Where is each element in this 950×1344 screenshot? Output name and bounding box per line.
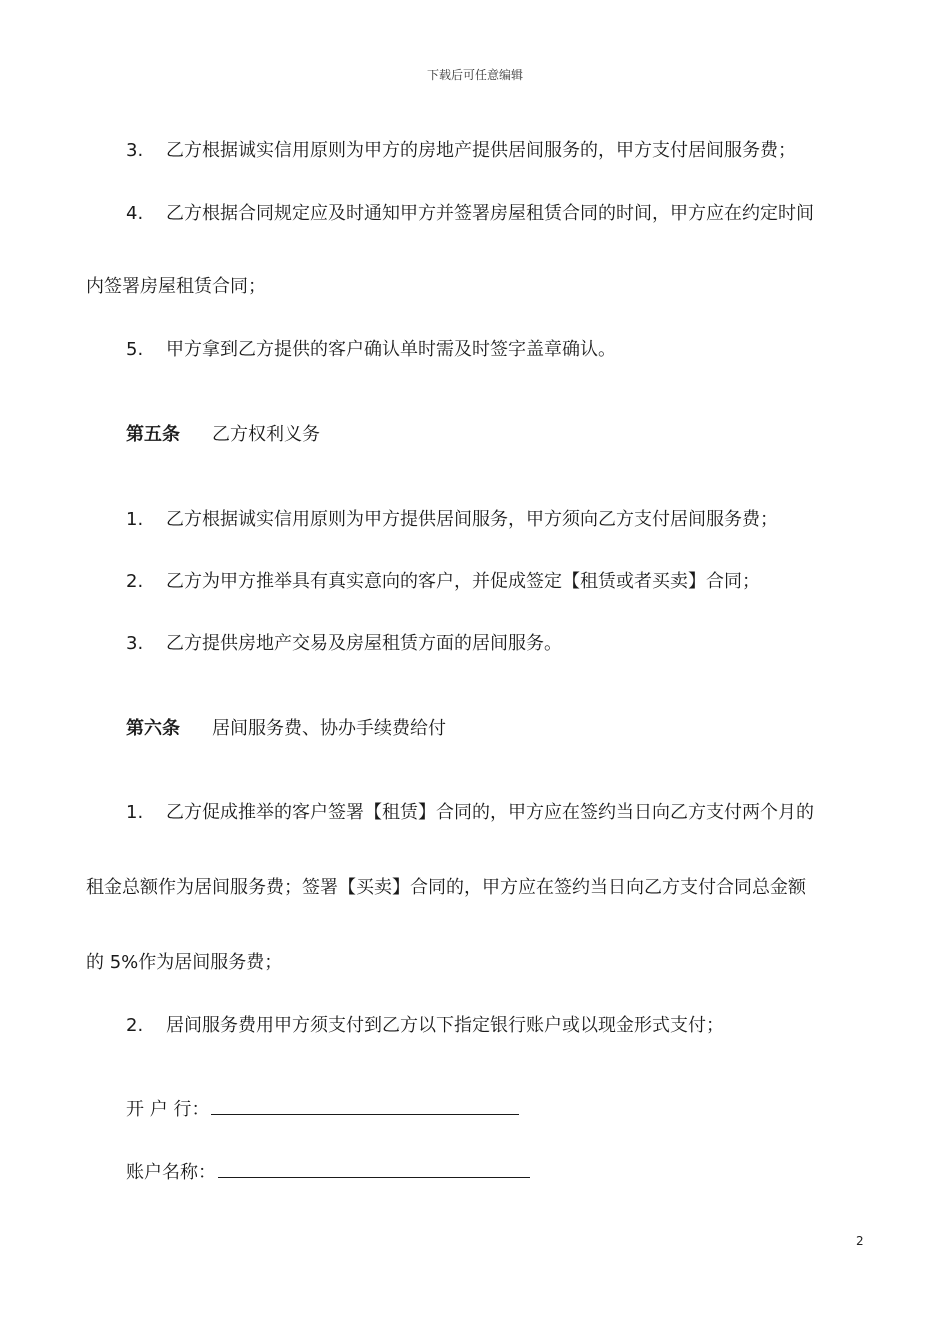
item-text: 乙方根据合同规定应及时通知甲方并签署房屋租赁合同的时间，甲方应在约定时间: [166, 203, 814, 224]
list-item: [126, 801, 814, 825]
item-text: 乙方根据诚实信用原则为甲方的房地产提供居间服务的，甲方支付居间服务费；: [166, 140, 796, 161]
item-number: 4.: [126, 203, 144, 224]
section-label: 第五条: [126, 424, 180, 445]
item-continuation: 的 5%作为居间服务费；: [86, 952, 283, 973]
list-item: [126, 570, 760, 594]
item-text: 甲方拿到乙方提供的客户确认单时需及时签字盖章确认。: [166, 339, 616, 360]
list-item: [126, 338, 616, 362]
section-title: 居间服务费、协办手续费给付: [212, 718, 446, 739]
section-label: 第六条: [126, 718, 180, 739]
item-number: 1.: [126, 802, 144, 823]
item-continuation: 内签署房屋租赁合同；: [86, 276, 266, 297]
list-item: [126, 508, 778, 532]
account-label: 账户名称：: [126, 1162, 216, 1183]
bank-blank-line: [211, 1098, 519, 1115]
item-number: 3.: [126, 140, 144, 161]
item-text: 乙方为甲方推举具有真实意向的客户，并促成签定【租赁或者买卖】合同；: [166, 571, 760, 592]
list-item: [126, 139, 796, 163]
page-number: 2: [856, 1234, 864, 1248]
header-note: 下载后可任意编辑: [426, 68, 523, 82]
list-item: [126, 632, 562, 656]
item-text: 乙方根据诚实信用原则为甲方提供居间服务，甲方须向乙方支付居间服务费；: [166, 509, 778, 530]
item-number: 2.: [126, 1015, 144, 1036]
account-blank-line: [218, 1161, 530, 1178]
bank-label: 开 户 行：: [126, 1099, 210, 1120]
item-number: 1.: [126, 509, 144, 530]
item-text: 乙方提供房地产交易及房屋租赁方面的居间服务。: [166, 633, 562, 654]
item-number: 2.: [126, 571, 144, 592]
section-heading: [126, 423, 320, 447]
item-number: 5.: [126, 339, 144, 360]
item-text: 乙方促成推举的客户签署【租赁】合同的，甲方应在签约当日向乙方支付两个月的: [166, 802, 814, 823]
bank-field-row: [126, 1098, 519, 1122]
section-heading: [126, 717, 446, 741]
item-number: 3.: [126, 633, 144, 654]
list-item: [126, 202, 814, 226]
item-text: 居间服务费用甲方须支付到乙方以下指定银行账户或以现金形式支付；: [166, 1015, 724, 1036]
list-item: [126, 1014, 724, 1038]
item-continuation: 租金总额作为居间服务费；签署【买卖】合同的，甲方应在签约当日向乙方支付合同总金额: [86, 877, 806, 898]
section-title: 乙方权利义务: [212, 424, 320, 445]
account-field-row: [126, 1161, 530, 1185]
